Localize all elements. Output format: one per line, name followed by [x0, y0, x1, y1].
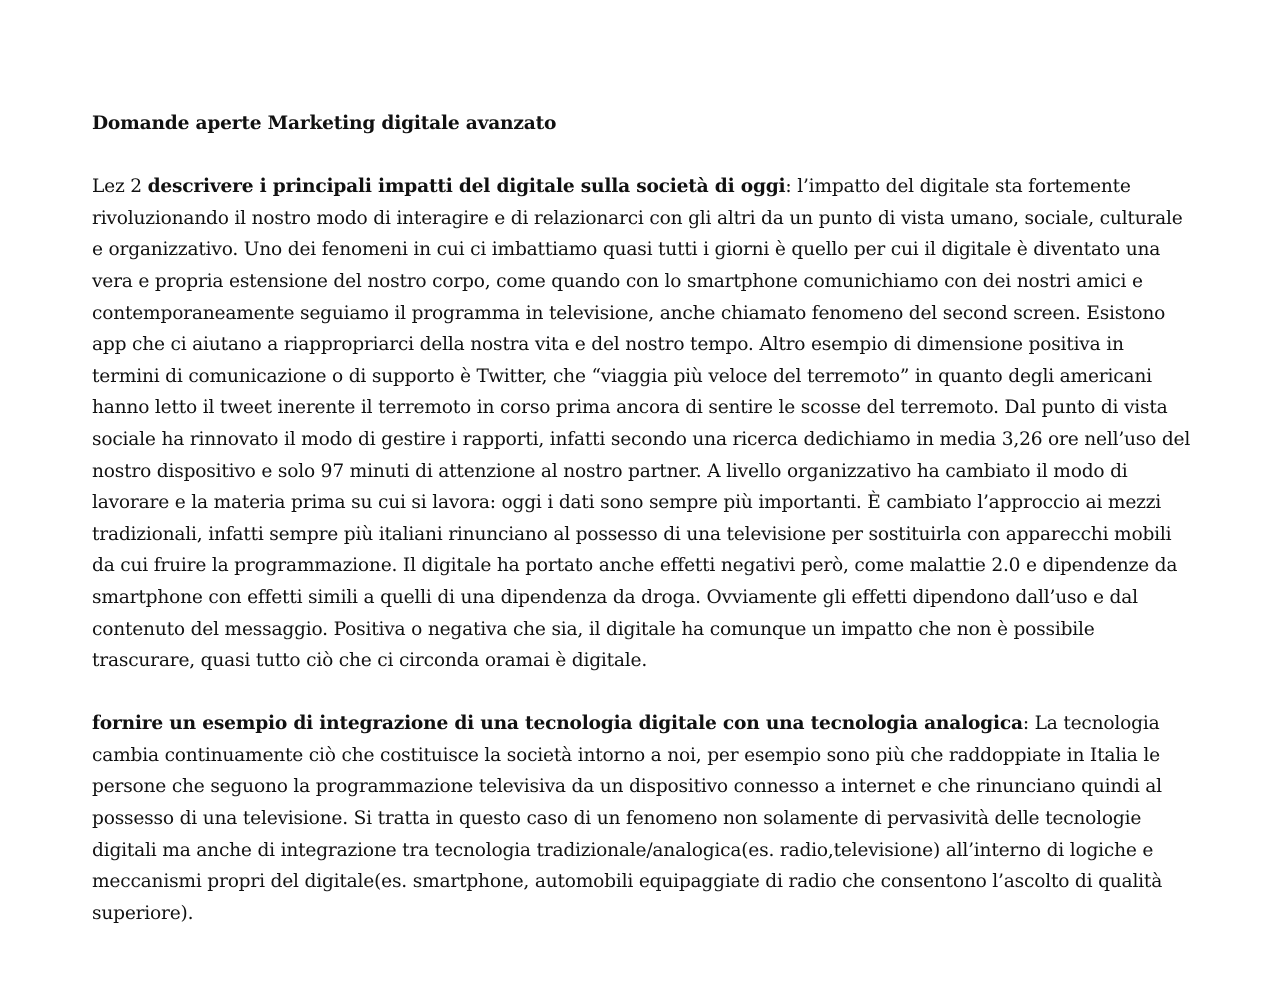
- answer-paragraph-1: [92, 171, 1192, 677]
- lesson-prefix: Lez 2: [92, 176, 148, 198]
- document-page: [92, 108, 1192, 961]
- question-1: descrivere i principali impatti del digitale sulla società di oggi: [147, 176, 786, 198]
- question-2: fornire un esempio di integrazione di una tecnologia digitale con una tecnologia analogica: [92, 713, 1023, 735]
- document-title: Domande aperte Marketing digitale avanzato: [92, 113, 557, 134]
- answer-2: : La tecnologia cambia continuamente ciò che costituisce la società intorno a noi, per esempio sono più che raddoppiate in Italia le persone che seguono la programmazione televisiva da un dispositivo connesso a internet e che rinunciano quindi al possesso di una televisione. Si tratta in questo caso di un fenomeno non solamente di pervasività delle tecnologie digitali ma anche di integrazione tra tecnologia tradizionale/analogica(es. radio,televisione) all’interno di logiche e meccanismi propri del digitale(es. smartphone, automobili equipaggiate di radio che consentono l’ascolto di qualità superiore).: [92, 713, 1163, 924]
- answer-1: : l’impatto del digitale sta fortemente rivoluzionando il nostro modo di interagire e di relazionarci con gli altri da un punto di vista umano, sociale, culturale e organizzativo. Uno dei fenomeni in cui ci imbattiamo quasi tutti i giorni è quello per cui il digitale è diventato una vera e propria estensione del nostro corpo, come quando con lo smartphone comunichiamo con dei nostri amici e contemporaneamente seguiamo il programma in televisione, anche chiamato fenomeno del second screen. Esistono app che ci aiutano a riappropriarci della nostra vita e del nostro tempo. Altro esempio di dimensione positiva in termini di comunicazione o di supporto è Twitter, che “viaggia più veloce del terremoto” in quanto degli americani hanno letto il tweet inerente il terremoto in corso prima ancora di sentire le scosse del terremoto. Dal punto di vista sociale ha rinnovato il modo di gestire i rapporti, infatti secondo una ricerca dedichiamo in media 3,26 ore nell’uso del nostro dispositivo e solo 97 minuti di attenzione al nostro partner. A livello organizzativo ha cambiato il modo di lavorare e la materia prima su cui si lavora: oggi i dati sono sempre più importanti. È cambiato l’approccio ai mezzi tradizionali, infatti sempre più italiani rinunciano al possesso di una televisione per sostituirla con apparecchi mobili da cui fruire la programmazione. Il digitale ha portato anche effetti negativi però, come malattie 2.0 e dipendenze da smartphone con effetti simili a quelli di una dipendenza da droga. Ovviamente gli effetti dipendono dall’uso e dal contenuto del messaggio. Positiva o negativa che sia, il digitale ha comunque un impatto che non è possibile trascurare, quasi tutto ciò che ci circonda oramai è digitale.: [92, 176, 1191, 672]
- answer-paragraph-2: [92, 708, 1192, 929]
